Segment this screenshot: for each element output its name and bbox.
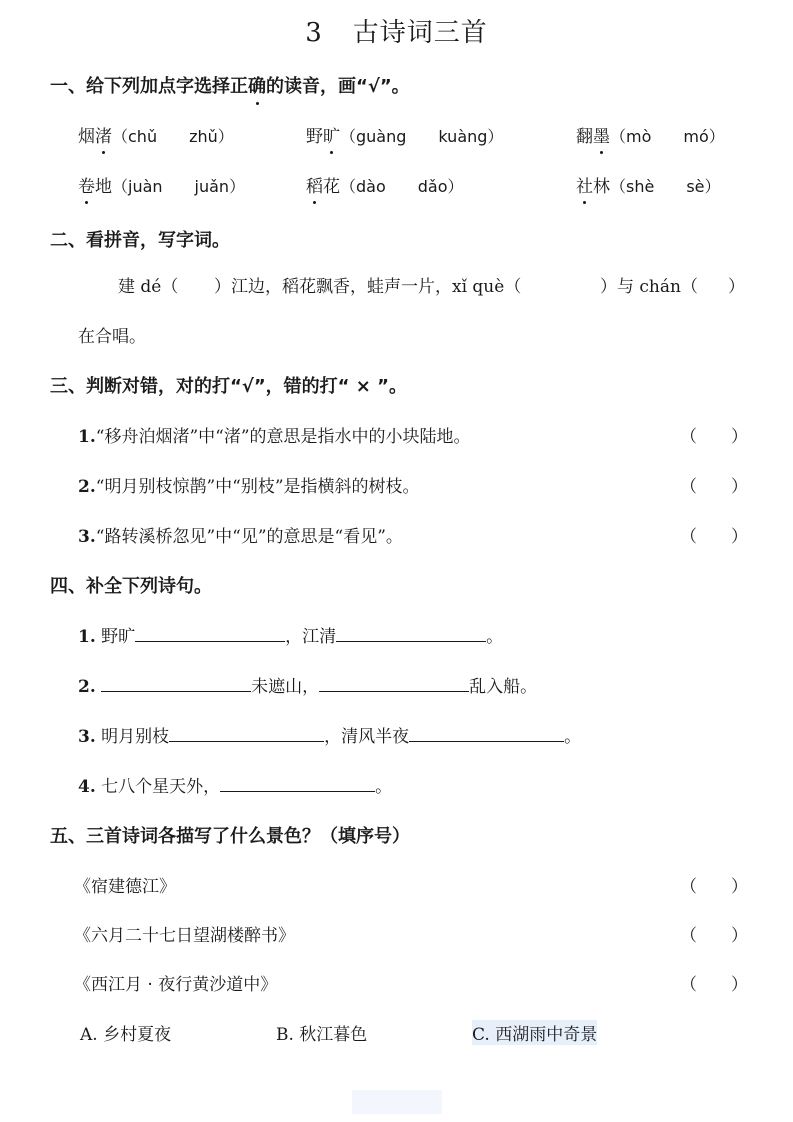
- section4-heading: 四、补全下列诗句。: [50, 576, 212, 597]
- section2-heading: 二、看拼音，写字词。: [50, 230, 230, 251]
- section2-line1-b: ）江边，稻花飘香，蛙声一片，xǐ què（: [214, 277, 522, 297]
- section3-heading: 三、判断对错，对的打“√”，错的打“ × ”。: [50, 376, 407, 397]
- fill-blank[interactable]: [135, 623, 285, 642]
- section2-line2: 在合唱。: [78, 327, 146, 347]
- judge-item-3: 3.“路转溪桥忽见”中“见”的意思是“看见”。: [78, 527, 403, 547]
- judge-answer-1[interactable]: （ ）: [680, 427, 748, 447]
- scene-answer-2[interactable]: （ ）: [680, 926, 748, 946]
- section2-line1-c: ）与 chán（: [600, 277, 698, 297]
- section2-line1-a: 建 dé（: [118, 277, 179, 297]
- section5-heading: 五、三首诗词各描写了什么景色？（填序号）: [50, 826, 410, 847]
- fill-blank[interactable]: [336, 623, 486, 642]
- poem-fill-1: 1. 野旷 ，江清 。: [78, 622, 503, 647]
- lesson-number: 3: [305, 18, 323, 48]
- poem-fill-4: 4. 七八个星天外， 。: [78, 772, 392, 797]
- fill-blank[interactable]: [319, 673, 469, 692]
- pinyin-item-3: 翻墨（mò mó）: [576, 122, 725, 147]
- scene-answer-3[interactable]: （ ）: [680, 975, 748, 995]
- option-a: A. 乡村夏夜: [80, 1025, 172, 1045]
- option-c: C. 西湖雨中奇景: [472, 1020, 597, 1045]
- fill-blank[interactable]: [101, 673, 251, 692]
- poem-fill-2: 2. 未遮山， 乱入船。: [78, 672, 537, 697]
- judge-answer-2[interactable]: （ ）: [680, 477, 748, 497]
- section1-heading: 一、给下列加点字选择正确的读音，画“√”。: [50, 72, 410, 98]
- pinyin-item-5: 稻花（dào dǎo）: [306, 172, 464, 197]
- judge-item-1: 1.“移舟泊烟渚”中“渚”的意思是指水中的小块陆地。: [78, 427, 471, 447]
- section2-line1-d: ）: [728, 277, 745, 297]
- pinyin-item-4: 卷地（juàn juǎn）: [78, 172, 245, 197]
- option-b: B. 秋江暮色: [276, 1025, 368, 1045]
- poem-fill-3: 3. 明月别枝 ，清风半夜 。: [78, 722, 581, 747]
- page-title: [0, 12, 793, 49]
- pinyin-item-2: 野旷（guàng kuàng）: [306, 122, 503, 147]
- scene-answer-1[interactable]: （ ）: [680, 877, 748, 897]
- lesson-title: 古诗词三首: [352, 18, 488, 48]
- judge-item-2: 2.“明月别枝惊鹊”中“别枝”是指横斜的树枝。: [78, 477, 420, 497]
- poem-title-2: 《六月二十七日望湖楼醉书》: [74, 926, 295, 946]
- fill-blank[interactable]: [169, 723, 324, 742]
- judge-answer-3[interactable]: （ ）: [680, 527, 748, 547]
- fill-blank[interactable]: [409, 723, 564, 742]
- fill-blank[interactable]: [220, 773, 375, 792]
- watermark-smudge: [352, 1090, 442, 1114]
- pinyin-item-6: 社林（shè sè）: [576, 172, 721, 197]
- pinyin-item-1: 烟渚（chǔ zhǔ）: [78, 122, 234, 147]
- poem-title-1: 《宿建德江》: [74, 877, 176, 897]
- poem-title-3: 《西江月 · 夜行黄沙道中》: [74, 975, 278, 995]
